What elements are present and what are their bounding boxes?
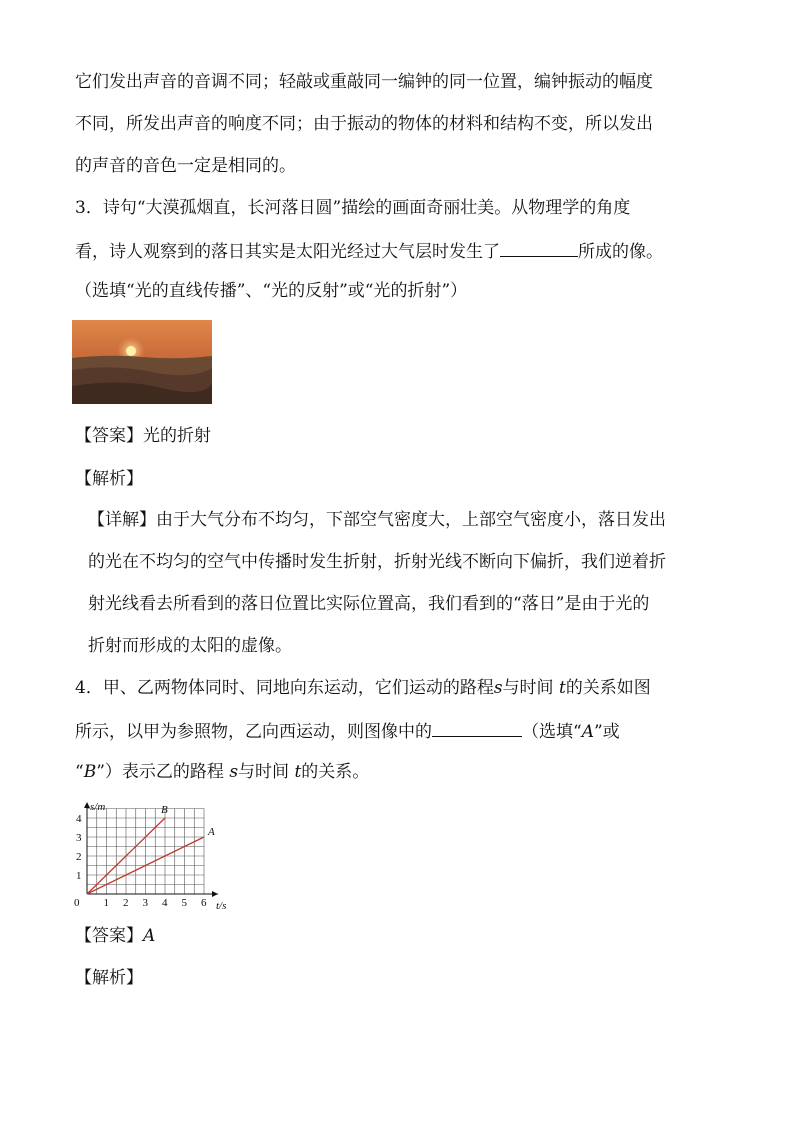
question-text: 与时间	[502, 678, 554, 698]
answer-blank	[500, 240, 578, 257]
question-text: 的关系如图	[565, 678, 651, 698]
detail-line: 射光线看去所看到的落日位置比实际位置高，我们看到的“落日”是由于光的	[88, 594, 650, 614]
x-tick-label: 2	[123, 897, 129, 909]
x-tick-label: 6	[201, 897, 207, 909]
question-text: “	[75, 762, 84, 782]
y-tick-label: 4	[76, 813, 82, 825]
x-axis-arrow	[212, 891, 218, 897]
option-b: B	[83, 762, 97, 782]
y-tick-label: 3	[76, 832, 82, 844]
var-t: t	[294, 762, 302, 782]
x-tick-label: 4	[162, 897, 168, 909]
question-3-line	[75, 240, 663, 262]
detail-line: 的光在不均匀的空气中传播时发生折射，折射光线不断向下偏折，我们逆着折	[88, 552, 666, 572]
question-text: 与时间	[238, 762, 290, 782]
analysis-label: 【解析】	[75, 968, 143, 988]
x-tick-label: 1	[103, 897, 109, 909]
sunset-desert-photo	[72, 320, 212, 404]
question-text: 所成的像。	[578, 242, 663, 262]
question-4-line	[75, 762, 369, 782]
question-text: 4．甲、乙两物体同时、同地向东运动，它们运动的路程	[75, 678, 494, 698]
question-text: （选填“	[522, 722, 582, 742]
detail-line: 【详解】由于大气分布不均匀，下部空气密度大，上部空气密度小，落日发出	[88, 510, 666, 530]
question-text: ”）表示乙的路程	[96, 762, 224, 782]
question-4-line	[75, 720, 620, 742]
y-tick-label: 1	[76, 870, 82, 882]
question-text: 的关系。	[301, 762, 370, 782]
answer-blank	[432, 720, 522, 737]
answer-line: 【答案】光的折射	[75, 426, 211, 446]
question-3-line: 3．诗句“大漠孤烟直，长河落日圆”描绘的画面奇丽壮美。从物理学的角度	[75, 198, 631, 218]
text-line: 不同，所发出声音的响度不同；由于振动的物体的材料和结构不变，所以发出	[75, 114, 653, 134]
detail-line: 折射而形成的太阳的虚像。	[88, 636, 292, 656]
var-s: s	[493, 678, 503, 698]
analysis-label: 【解析】	[75, 469, 143, 489]
question-text: ”或	[593, 722, 620, 742]
text-line: 的声音的音色一定是相同的。	[75, 156, 296, 176]
y-axis-label: s/m	[90, 801, 106, 813]
question-4-line	[75, 678, 651, 698]
var-t: t	[558, 678, 566, 698]
question-3-hint: （选填“光的直线传播”、“光的反射”或“光的折射”）	[75, 281, 468, 301]
series-label-B: B	[161, 804, 168, 816]
text-line: 它们发出声音的音调不同；轻敲或重敲同一编钟的同一位置，编钟振动的幅度	[75, 72, 653, 92]
var-s: s	[229, 762, 239, 782]
question-text: 看，诗人观察到的落日其实是太阳光经过大气层时发生了	[75, 242, 500, 262]
question-text: 所示，以甲为参照物，乙向西运动，则图像中的	[75, 722, 432, 742]
x-tick-label: 5	[181, 897, 187, 909]
option-a: A	[581, 722, 594, 742]
x-tick-label: 3	[142, 897, 148, 909]
distance-time-chart	[70, 800, 240, 912]
y-tick-label: 2	[76, 851, 82, 863]
answer-value: A	[143, 926, 156, 946]
x-tick-label: 0	[74, 897, 80, 909]
answer-label: 【答案】	[75, 926, 143, 946]
answer-line	[75, 926, 155, 946]
series-label-A: A	[208, 826, 215, 838]
x-axis-label: t/s	[216, 900, 227, 912]
